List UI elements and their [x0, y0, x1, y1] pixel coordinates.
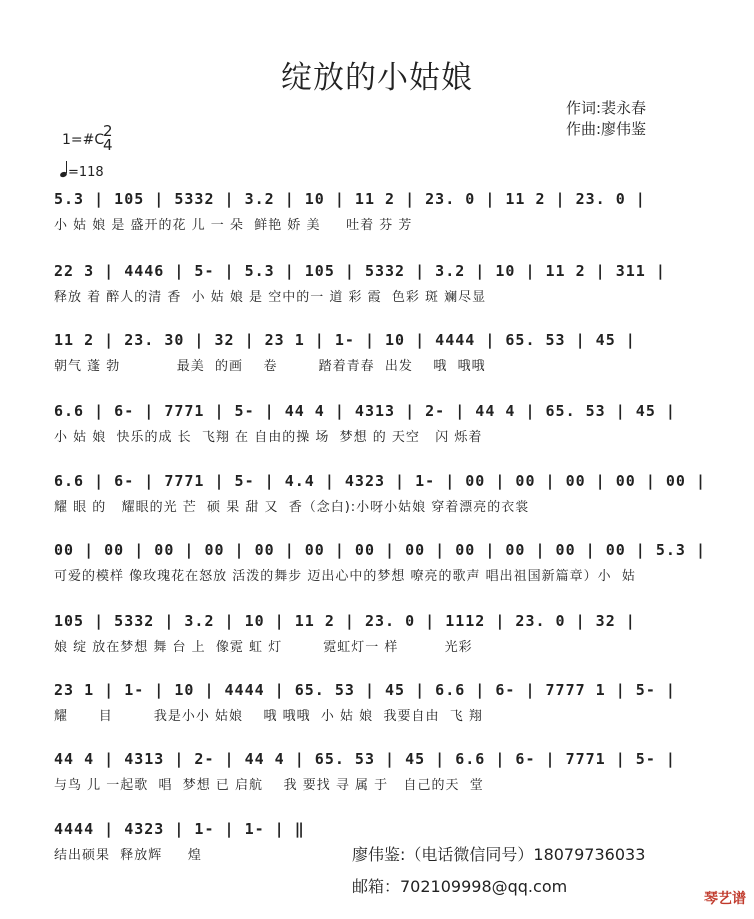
time-signature-bottom: 4 — [103, 136, 113, 154]
notation-system — [54, 331, 704, 375]
quarter-note-icon — [60, 165, 68, 180]
lyrics-line: 小 姑 娘 是 盛开的花 儿 一 朵 鲜艳 娇 美 吐着 芬 芳 — [54, 218, 413, 233]
jianpu-notes: 23 1 | 1- | 10 | 4444 | 65. 53 | 45 | 6.6 | 6- | 7777 1 | 5- | — [54, 681, 676, 699]
lyrics-line: 娘 绽 放在梦想 舞 台 上 像霓 虹 灯 霓虹灯一 样 光彩 — [54, 640, 473, 655]
jianpu-notes: 00 | 00 | 00 | 00 | 00 | 00 | 00 | 00 | 00 | 00 | 00 | 00 | 5.3 | — [54, 541, 706, 559]
jianpu-notes: 5.3 | 105 | 5332 | 3.2 | 10 | 11 2 | 23. 0 | 11 2 | 23. 0 | — [54, 190, 646, 208]
contact-line-1: 廖伟鉴:（电话微信同号）18079736033 — [352, 845, 646, 864]
notation-system — [54, 681, 704, 725]
notation-system — [54, 612, 704, 656]
lyricist-credit: 作词:裴永春 — [566, 99, 647, 117]
key-signature: 1=#C — [62, 132, 105, 148]
lyrics-line: 结出硕果 释放辉 煌 — [54, 848, 202, 863]
lyrics-line: 释放 着 醉人的清 香 小 姑 娘 是 空中的一 道 彩 霞 色彩 斑 斓尽显 — [54, 290, 487, 305]
tempo-marking — [60, 164, 104, 180]
lyrics-line: 可爱的模样 像玫瑰花在怒放 活泼的舞步 迈出心中的梦想 嘹亮的歌声 唱出祖国新篇章）小 姑 — [54, 569, 636, 584]
time-signature-top: 2 — [103, 122, 113, 140]
jianpu-notes: 6.6 | 6- | 7771 | 5- | 44 4 | 4313 | 2- | 44 4 | 65. 53 | 45 | — [54, 402, 676, 420]
jianpu-notes: 11 2 | 23. 30 | 32 | 23 1 | 1- | 10 | 4444 | 65. 53 | 45 | — [54, 331, 636, 349]
jianpu-notes: 6.6 | 6- | 7771 | 5- | 4.4 | 4323 | 1- | 00 | 00 | 00 | 00 | 00 | — [54, 472, 706, 490]
jianpu-notes: 22 3 | 4446 | 5- | 5.3 | 105 | 5332 | 3.2 | 10 | 11 2 | 311 | — [54, 262, 666, 280]
lyrics-line: 朝气 蓬 勃 最美 的画 卷 踏着青春 出发 哦 哦哦 — [54, 359, 486, 374]
notation-system — [54, 472, 704, 516]
lyrics-line: 耀 目 我是小小 姑娘 哦 哦哦 小 姑 娘 我要自由 飞 翔 — [54, 709, 483, 724]
jianpu-notes: 105 | 5332 | 3.2 | 10 | 11 2 | 23. 0 | 1112 | 23. 0 | 32 | — [54, 612, 636, 630]
site-logo: 琴艺谱 — [704, 891, 746, 907]
time-signature — [103, 124, 113, 152]
lyrics-line: 与鸟 儿 一起歌 唱 梦想 已 启航 我 要找 寻 属 于 自己的天 堂 — [54, 778, 484, 793]
jianpu-notes: 4444 | 4323 | 1- | 1- | ‖ — [54, 820, 305, 838]
contact-line-2: 邮箱：702109998@qq.com — [352, 877, 568, 896]
lyrics-line: 耀 眼 的 耀眼的光 芒 硕 果 甜 又 香（念白):小呀小姑娘 穿着漂亮的衣裳 — [54, 500, 530, 515]
composer-credit: 作曲:廖伟鉴 — [566, 120, 647, 138]
tempo-value: =118 — [68, 165, 104, 180]
notation-system — [54, 402, 704, 446]
song-title: 绽放的小姑娘 — [281, 60, 473, 96]
lyrics-line: 小 姑 娘 快乐的成 长 飞翔 在 自由的操 场 梦想 的 天空 闪 烁着 — [54, 430, 483, 445]
notation-system — [54, 541, 704, 585]
notation-system — [54, 750, 704, 794]
notation-system — [54, 190, 704, 234]
notation-system — [54, 262, 704, 306]
jianpu-notes: 44 4 | 4313 | 2- | 44 4 | 65. 53 | 45 | 6.6 | 6- | 7771 | 5- | — [54, 750, 676, 768]
